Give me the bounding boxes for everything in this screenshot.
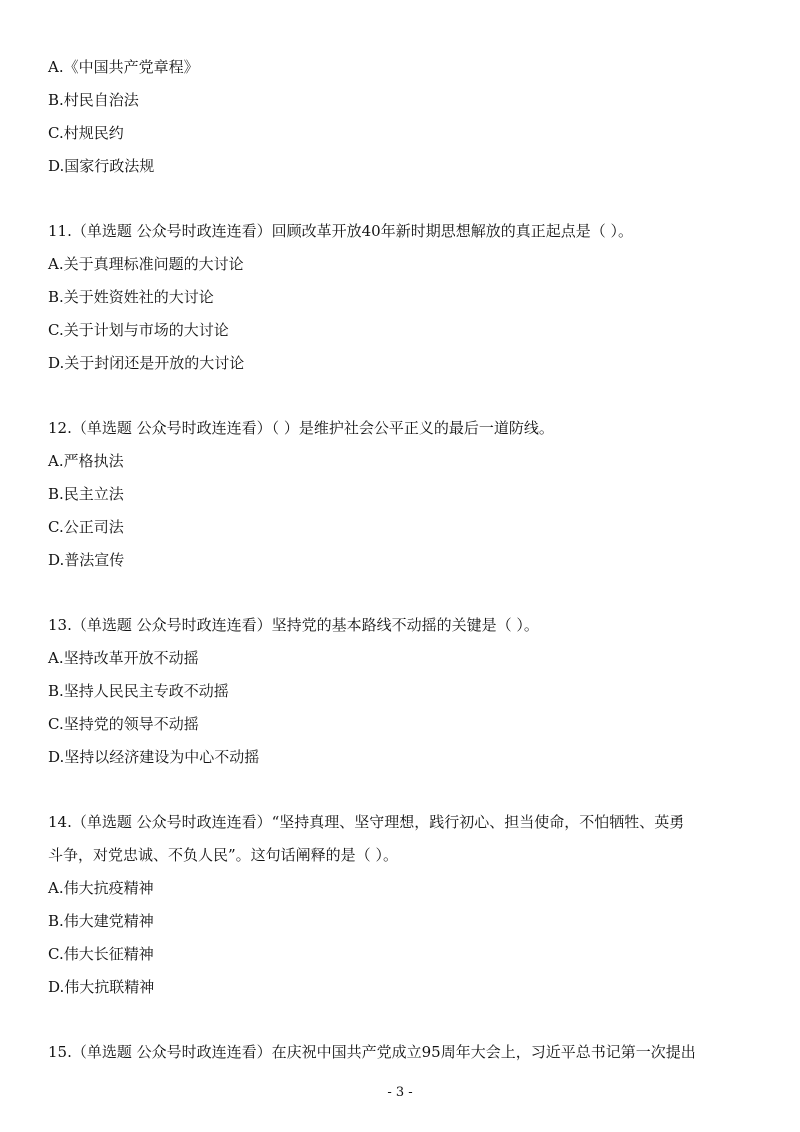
question-14-option-c: C.伟大长征精神 [48, 945, 154, 963]
page-number: - 3 - [387, 1085, 413, 1100]
question-14-option-b: B.伟大建党精神 [48, 912, 154, 930]
option-c: C.村规民约 [48, 124, 124, 142]
question-14-option-d: D.伟大抗联精神 [48, 978, 155, 996]
question-13-text: 13.（单选题 公众号时政连连看）坚持党的基本路线不动摇的关键是（ ）。 [48, 616, 539, 634]
question-14-option-a: A.伟大抗疫精神 [48, 879, 154, 897]
option-d: D.国家行政法规 [48, 157, 155, 175]
option-a: A.《中国共产党章程》 [48, 58, 199, 76]
question-12-option-b: B.民主立法 [48, 485, 124, 503]
question-12-option-a: A.严格执法 [48, 452, 124, 470]
question-15-text: 15.（单选题 公众号时政连连看）在庆祝中国共产党成立95周年大会上，习近平总书记第一次提出 [48, 1043, 696, 1061]
option-b: B.村民自治法 [48, 91, 139, 109]
question-13-option-a: A.坚持改革开放不动摇 [48, 649, 199, 667]
question-11-option-c: C.关于计划与市场的大讨论 [48, 321, 229, 339]
question-11-option-d: D.关于封闭还是开放的大讨论 [48, 354, 245, 372]
question-11-option-b: B.关于姓资姓社的大讨论 [48, 288, 214, 306]
question-13-option-b: B.坚持人民民主专政不动摇 [48, 682, 229, 700]
question-13-option-d: D.坚持以经济建设为中心不动摇 [48, 748, 260, 766]
question-14-text-line-1: 14.（单选题 公众号时政连连看）“坚持真理、坚守理想，践行初心、担当使命，不怕牺牲、英勇 [48, 813, 685, 831]
question-12-text: 12.（单选题 公众号时政连连看）（ ）是维护社会公平正义的最后一道防线。 [48, 419, 554, 437]
question-13-option-c: C.坚持党的领导不动摇 [48, 715, 199, 733]
question-11-text: 11.（单选题 公众号时政连连看）回顾改革开放40年新时期思想解放的真正起点是（ ）。 [48, 222, 633, 240]
question-14-text-line-2: 斗争，对党忠诚、不负人民”。这句话阐释的是（ ）。 [48, 846, 398, 864]
question-12-option-c: C.公正司法 [48, 518, 124, 536]
question-12-option-d: D.普法宣传 [48, 551, 125, 569]
question-11-option-a: A.关于真理标准问题的大讨论 [48, 255, 244, 273]
